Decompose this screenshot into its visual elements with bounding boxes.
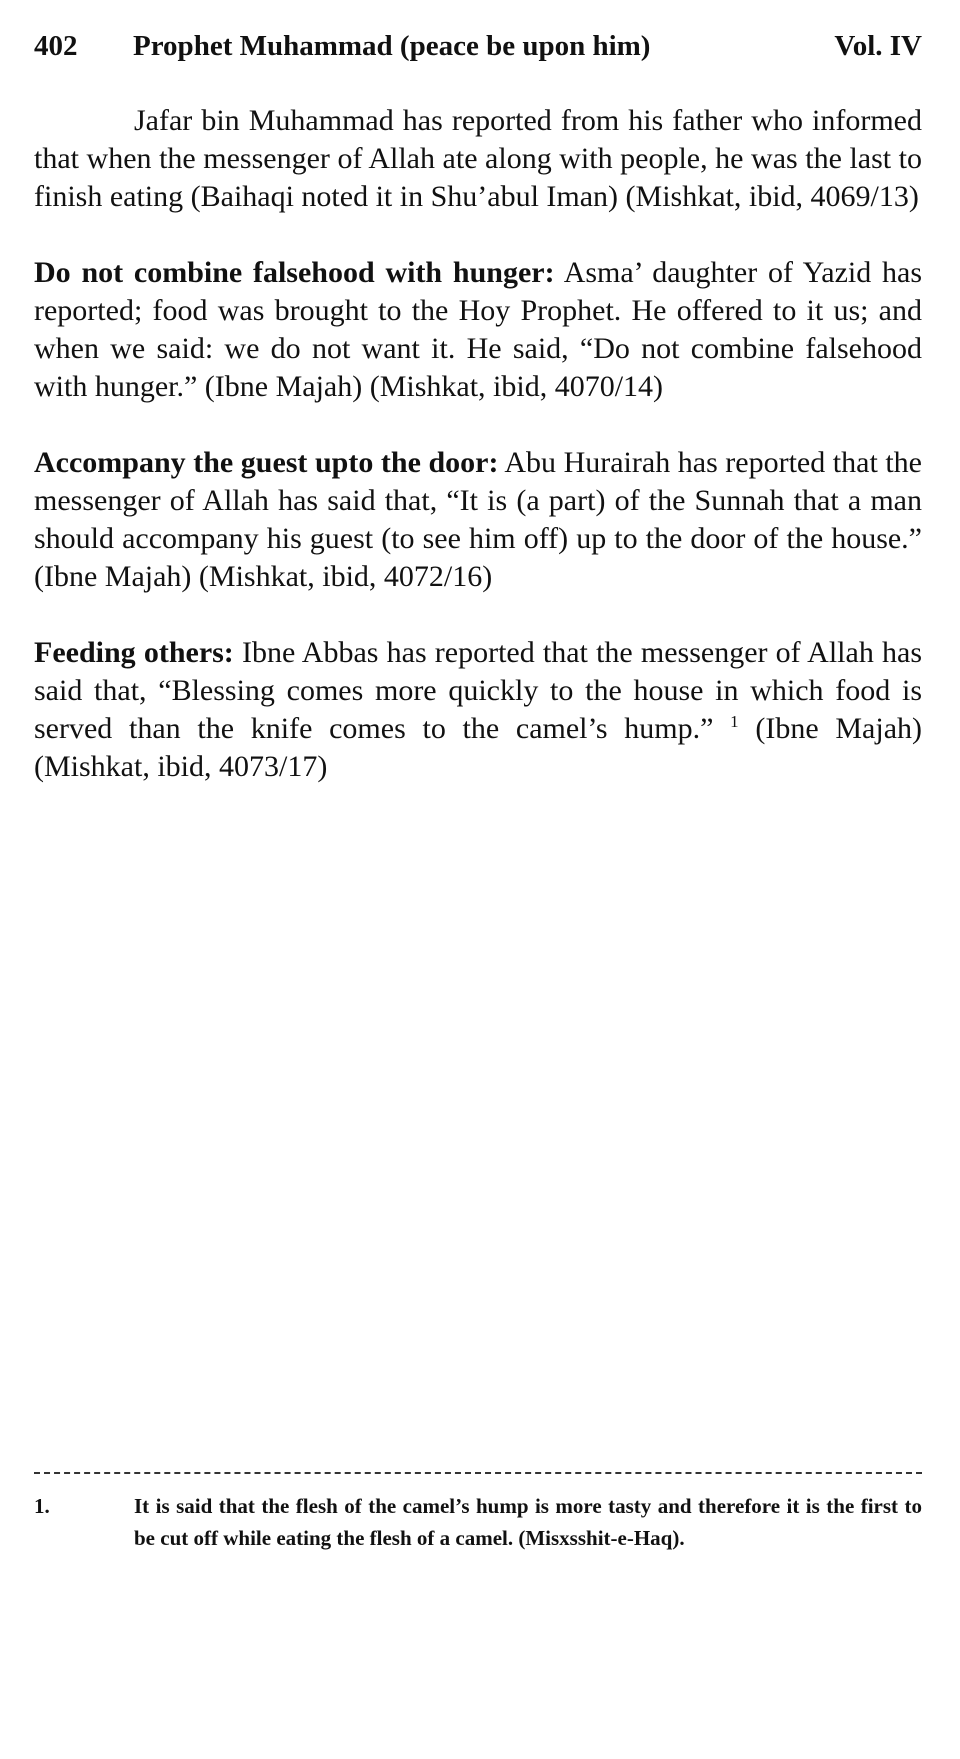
page — [34, 26, 922, 824]
paragraph-heading: Feeding others: — [34, 636, 234, 669]
book-title: Prophet Muhammad (peace be upon him) — [133, 30, 651, 62]
volume-label: Vol. IV — [834, 30, 922, 62]
paragraph-falsehood-hunger — [34, 254, 922, 406]
paragraph-accompany-guest — [34, 444, 922, 596]
footnote-text: It is said that the flesh of the camel’s hump is more tasty and therefore it is the first to be cut off while eating the flesh of a camel. (Misxsshit-e-Haq). — [134, 1494, 922, 1550]
paragraph-text: Asma’ daughter of Yazid has reported; food was brought to the Hoy Prophet. He offered to it us; and when we said: we do not want it. He said, “Do not combine falsehood with hunger.” (Ibne Majah) (Mishkat, ibid, 4070/14) — [34, 256, 922, 403]
page-number: 402 — [34, 30, 78, 62]
paragraph-text: Abu Hurairah has reported that the messenger of Allah has said that, “It is (a part) of the Sunnah that a man should accompany his guest (to see him off) up to the door of the house.” (Ibne Majah) (Mishkat, ibid, 4072/16) — [34, 446, 922, 593]
paragraph-feeding-others — [34, 634, 922, 786]
paragraph-text-after: (Ibne Majah) (Mishkat, ibid, 4073/17) — [34, 712, 923, 783]
paragraph-heading: Do not combine falsehood with hunger: — [34, 256, 555, 289]
paragraph-text: Jafar bin Muhammad has reported from his father who informed that when the messenger of Allah ate along with people, he was the last to finish eating (Baihaqi noted it in Shu’abul Iman) (Mishkat, ibid, 4069/13) — [34, 104, 922, 213]
running-head — [34, 26, 922, 66]
paragraph-heading: Accompany the guest upto the door: — [34, 446, 499, 479]
paragraph-jafar — [34, 102, 922, 216]
body-text — [34, 102, 922, 786]
paragraph-text: Ibne Abbas has reported that the messenger of Allah has said that, “Blessing comes more quickly to the house in which food is served than the knife comes to the camel’s hump.” — [34, 636, 922, 745]
footnote-reference[interactable]: 1 — [730, 712, 739, 731]
footnote-divider — [34, 1472, 922, 1474]
running-head-left — [34, 26, 650, 66]
footnote-number: 1. — [34, 1494, 50, 1518]
footnote — [34, 1490, 922, 1554]
